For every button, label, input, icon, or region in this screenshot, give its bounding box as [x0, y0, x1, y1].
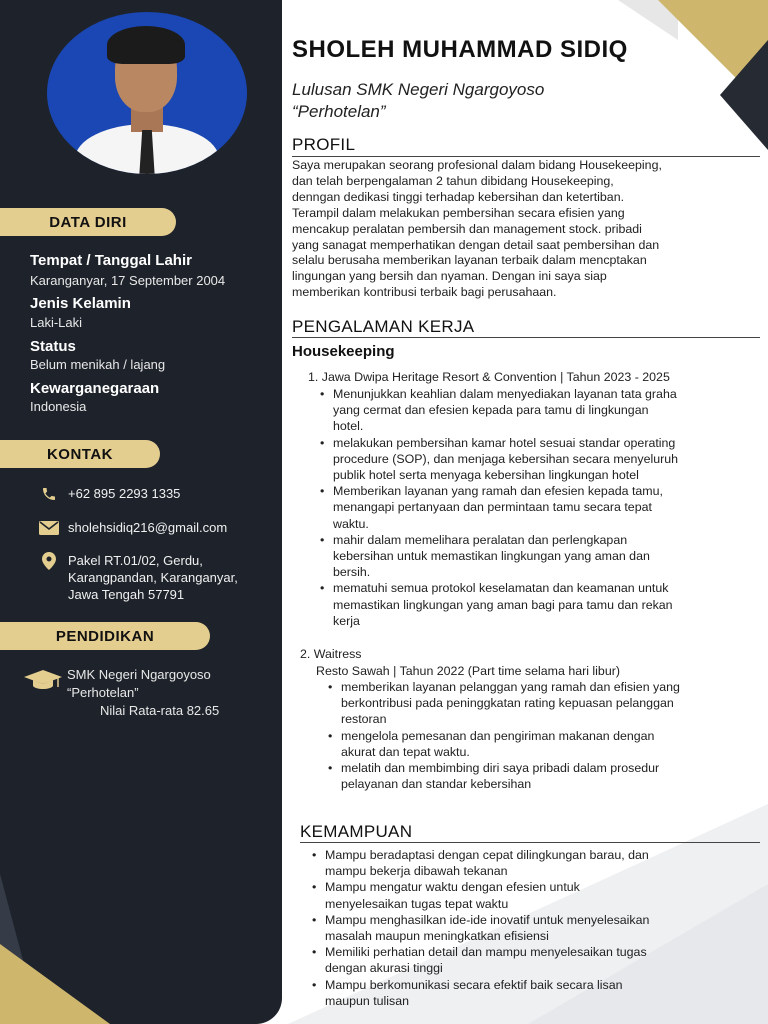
list-item	[325, 847, 755, 879]
list-item-line: memastikan lingkungan yang aman bagi para tamu dan rekan	[333, 597, 673, 612]
contact-email[interactable]	[38, 519, 227, 537]
headline-line-2: “Perhotelan”	[292, 102, 386, 121]
list-item	[333, 532, 763, 581]
nationality-label: Kewarganegaraan	[30, 380, 160, 397]
status-label: Status	[30, 338, 76, 355]
profil-line: lingungan yang bersih dan nyaman. Dengan ini saya siap	[292, 269, 607, 284]
job2-title: 2. Waitress	[300, 647, 362, 661]
graduation-cap-icon	[24, 670, 62, 692]
contact-phone[interactable]	[38, 485, 180, 503]
job1-title: 1. Jawa Dwipa Heritage Resort & Convention | Tahun 2023 - 2025	[308, 370, 670, 384]
sidebar-decor-gold	[0, 944, 110, 1024]
profil-line: dan telah berpengalaman 2 tahun dibidang Housekeeping,	[292, 173, 614, 188]
gender-value: Laki-Laki	[30, 315, 83, 330]
address-line-1: Pakel RT.01/02, Gerdu,	[68, 553, 203, 568]
profil-line: denngan dedikasi tinggi terhadap kebersihan dan ketertiban.	[292, 189, 625, 204]
school-score: Nilai Rata-rata 82.65	[100, 703, 220, 718]
phone-text: +62 895 2293 1335	[68, 486, 181, 501]
profil-line: yang sanagat memperhatikan dengan detail saat pembersihan dan	[292, 237, 660, 252]
list-item-line: hotel.	[333, 419, 364, 434]
list-item	[325, 977, 755, 1009]
pendidikan-heading: PENDIDIKAN	[0, 622, 210, 650]
profil-line: Terampil dalam melakukan pembersihan secara efisien yang	[292, 205, 625, 220]
status-value: Belum menikah / lajang	[30, 357, 166, 372]
profil-divider	[292, 156, 760, 157]
profil-line: memberikan kontribusi terbaik bagi perusahaan.	[292, 285, 557, 300]
job2-list	[341, 679, 761, 792]
nationality-value: Indonesia	[30, 399, 87, 414]
mail-icon	[38, 519, 60, 537]
profil-line: mencakup peralatan pembersih dan management stock. pribadi	[292, 221, 642, 236]
list-item-line: menangapi pertanyaan dan permintaan tamu secara tepat	[333, 500, 652, 515]
phone-icon	[38, 485, 60, 503]
list-item	[333, 386, 763, 435]
school-major: “Perhotelan”	[67, 685, 139, 700]
list-item-line: pelayanan dan standar kebersihan	[341, 777, 532, 792]
pengalaman-heading: PENGALAMAN KERJA	[292, 317, 475, 336]
list-item-line: bersih.	[333, 565, 371, 580]
list-item	[325, 912, 755, 944]
headline	[292, 79, 544, 123]
profil-text	[292, 158, 762, 301]
location-pin-icon	[38, 552, 60, 570]
list-item	[333, 483, 763, 532]
list-item-line: • mematuhi semua protokol keselamatan dan keamanan untuk	[333, 581, 669, 596]
list-item-line: procedure (SOP), dan menjaga kebersihan secara menyeluruh	[333, 451, 679, 466]
list-item-line: akurat dan tepat waktu.	[341, 744, 470, 759]
gender-label: Jenis Kelamin	[30, 295, 131, 312]
list-item-line: • Mampu mengatur waktu dengan efesien untuk	[325, 880, 580, 895]
list-item-line: menyelesaikan tugas tepat waktu	[325, 896, 509, 911]
birth-value: Karanganyar, 17 September 2004	[30, 273, 226, 288]
data-diri-heading: DATA DIRI	[0, 208, 176, 236]
list-item-line: • melakukan pembersihan kamar hotel sesuai standar operating	[333, 435, 676, 450]
list-item-line: waktu.	[333, 516, 369, 531]
list-item-line: • mengelola pemesanan dan pengiriman makanan dengan	[341, 728, 655, 743]
profil-line: Saya merupakan seorang profesional dalam bidang Housekeeping,	[292, 158, 662, 172]
list-item	[341, 679, 761, 728]
birth-label: Tempat / Tanggal Lahir	[30, 252, 192, 269]
kontak-heading: KONTAK	[0, 440, 160, 468]
headline-line-1: Lulusan SMK Negeri Ngargoyoso	[292, 80, 545, 99]
list-item-line: • Menunjukkan keahlian dalam menyediakan layanan tata graha	[333, 387, 677, 401]
pengalaman-divider	[292, 337, 760, 338]
kemampuan-divider	[300, 842, 760, 843]
profile-photo	[47, 12, 247, 174]
kemampuan-list	[325, 847, 755, 1009]
list-item-line: kebersihan untuk memastikan lingkungan yang aman dan	[333, 549, 650, 564]
profil-heading: PROFIL	[292, 135, 356, 154]
list-item	[333, 435, 763, 484]
list-item-line: restoran	[341, 712, 387, 727]
address-line-2: Karangpandan, Karanganyar,	[68, 570, 238, 585]
list-item-line: • Mampu menghasilkan ide-ide inovatif untuk menyelesaikan	[325, 912, 650, 927]
list-item-line: kerja	[333, 613, 360, 628]
full-name: SHOLEH MUHAMMAD SIDIQ	[292, 36, 628, 63]
list-item-line: • melatih dan membimbing diri saya pribadi dalam prosedur	[341, 761, 660, 776]
email-text: sholehsidiq216@gmail.com	[68, 520, 228, 535]
sidebar	[0, 0, 282, 1024]
list-item-line: mampu bekerja dibawah tekanan	[325, 864, 508, 879]
kemampuan-heading: KEMAMPUAN	[300, 822, 413, 841]
profil-line: selalu berusaha memberikan layanan terbaik dalam mencptakan	[292, 253, 647, 268]
school-name: SMK Negeri Ngargoyoso	[67, 667, 211, 682]
list-item-line: • Memberikan layanan yang ramah dan efesien kepada tamu,	[333, 484, 663, 499]
list-item-line: • mahir dalam memelihara peralatan dan perlengkapan	[333, 532, 628, 547]
list-item-line: maupun tulisan	[325, 993, 410, 1008]
list-item-line: berkontribusi pada peninggkatan rating kepuasan pelanggan	[341, 696, 674, 711]
list-item-line: • memberikan layanan pelanggan yang ramah dan efisien yang	[341, 680, 680, 694]
pengalaman-subtitle: Housekeeping	[292, 343, 395, 360]
list-item-line: • Mampu beradaptasi dengan cepat dilingkungan barau, dan	[325, 848, 649, 862]
list-item	[341, 760, 761, 792]
list-item	[325, 944, 755, 976]
decor-dark-triangle	[720, 40, 768, 150]
list-item-line: dengan akurasi tinggi	[325, 961, 443, 976]
list-item-line: publik hotel serta menyaga kebersihan lingkungan hotel	[333, 468, 639, 483]
address-line-3: Jawa Tengah 57791	[68, 587, 185, 602]
job1-list	[333, 386, 763, 629]
list-item	[325, 879, 755, 911]
list-item-line: yang cermat dan efesien kepada para tamu di lingkungan	[333, 403, 649, 418]
contact-address	[38, 552, 238, 603]
list-item	[341, 728, 761, 760]
list-item-line: • Mampu berkomunikasi secara efektif baik secara lisan	[325, 977, 623, 992]
list-item-line: masalah maupun meningkatkan efisiensi	[325, 929, 549, 944]
list-item-line: • Memiliki perhatian detail dan mampu menyelesaikan tugas	[325, 945, 647, 960]
list-item	[333, 580, 763, 629]
job2-place: Resto Sawah | Tahun 2022 (Part time selama hari libur)	[316, 664, 620, 678]
